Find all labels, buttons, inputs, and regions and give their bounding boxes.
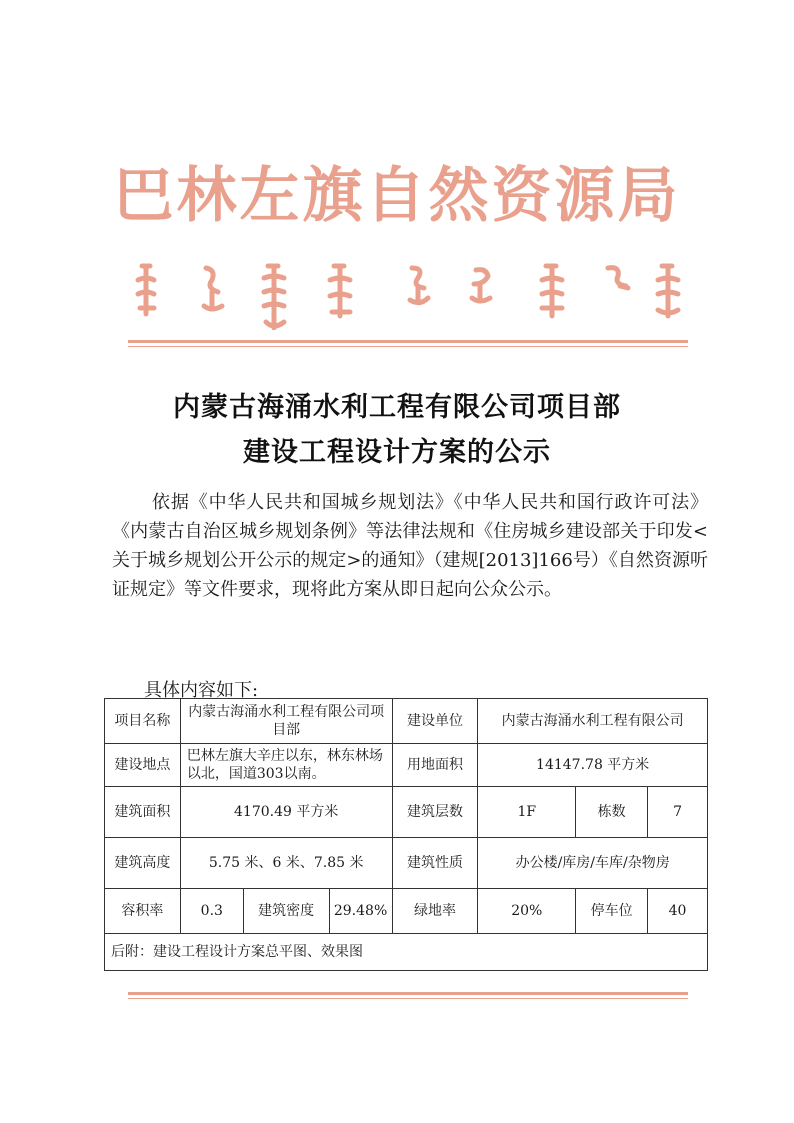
footer-divider — [128, 992, 688, 999]
mongolian-script-icon — [128, 258, 688, 330]
table-row — [105, 744, 708, 787]
green-value: 20% — [478, 889, 576, 934]
intro-line: 具体内容如下: — [144, 680, 259, 701]
nature-label: 建筑性质 — [392, 838, 478, 889]
document-title-line1: 内蒙古海涌水利工程有限公司项目部 — [173, 392, 621, 423]
project-name-value: 内蒙古海涌水利工程有限公司项目部 — [180, 699, 392, 744]
floors-value: 1F — [478, 787, 576, 838]
table-row — [105, 699, 708, 744]
body-paragraph: 依据《中华人民共和国城乡规划法》《中华人民共和国行政许可法》《内蒙古自治区城乡规划条例》等法律法规和《住房城乡建设部关于印发<关于城乡规划公开公示的规定>的通知》（建规[2013]166号）《自然资源听证规定》等文件要求，现将此方案从即日起向公众公示。 — [112, 492, 708, 600]
parking-value: 40 — [648, 889, 708, 934]
agency-letterhead: 巴林左旗自然资源局 — [113, 161, 681, 231]
table-row — [105, 838, 708, 889]
far-label: 容积率 — [105, 889, 181, 934]
floors-label: 建筑层数 — [392, 787, 478, 838]
project-info-table — [104, 698, 708, 971]
builder-label: 建设单位 — [392, 699, 478, 744]
location-label: 建设地点 — [105, 744, 181, 787]
attachment-note: 后附：建设工程设计方案总平图、效果图 — [105, 934, 708, 971]
buildings-label: 栋数 — [576, 787, 648, 838]
height-value: 5.75 米、6 米、7.85 米 — [180, 838, 392, 889]
body-paragraph-container — [112, 488, 708, 604]
location-value: 巴林左旗大辛庄以东，林东林场以北，国道303以南。 — [180, 744, 392, 787]
document-title-line2: 建设工程设计方案的公示 — [243, 437, 551, 468]
table-row — [105, 889, 708, 934]
nature-value: 办公楼/库房/车库/杂物房 — [478, 838, 708, 889]
density-label: 建筑密度 — [243, 889, 329, 934]
building-area-label: 建筑面积 — [105, 787, 181, 838]
buildings-value: 7 — [648, 787, 708, 838]
density-value: 29.48% — [329, 889, 392, 934]
far-value: 0.3 — [180, 889, 243, 934]
building-area-value: 4170.49 平方米 — [180, 787, 392, 838]
builder-value: 内蒙古海涌水利工程有限公司 — [478, 699, 708, 744]
green-label: 绿地率 — [392, 889, 478, 934]
letterhead-divider — [128, 340, 688, 347]
table-row — [105, 934, 708, 971]
land-area-value: 14147.78 平方米 — [478, 744, 708, 787]
table-row — [105, 787, 708, 838]
parking-label: 停车位 — [576, 889, 648, 934]
height-label: 建筑高度 — [105, 838, 181, 889]
land-area-label: 用地面积 — [392, 744, 478, 787]
project-name-label: 项目名称 — [105, 699, 181, 744]
